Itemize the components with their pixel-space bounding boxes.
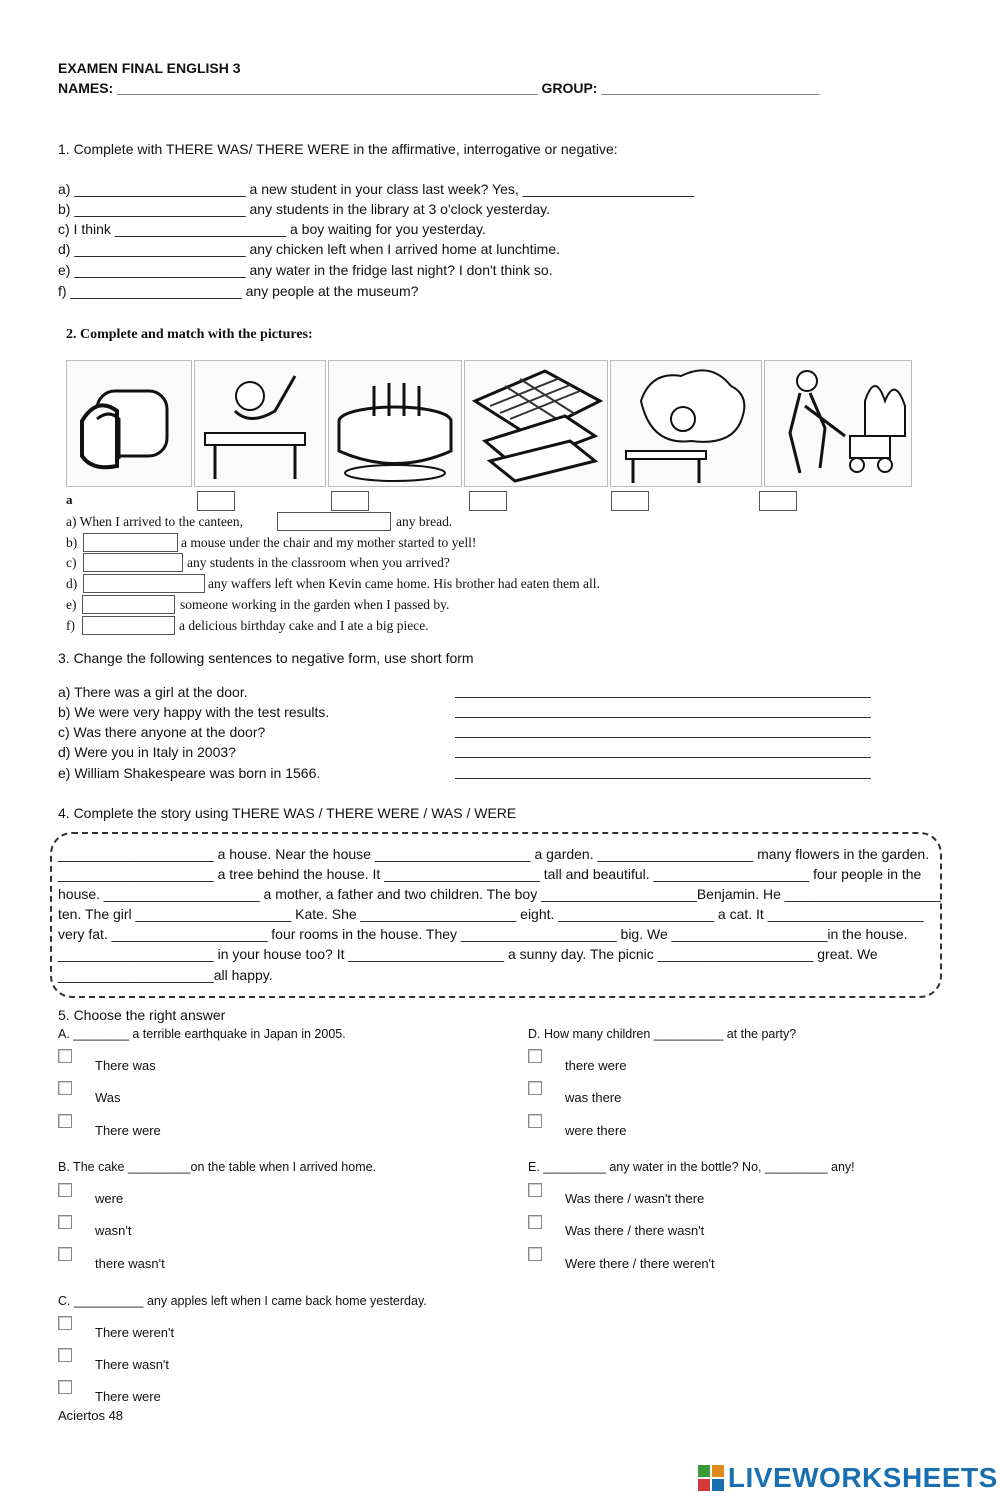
ex2-instruction: 2. Complete and match with the pictures: (66, 327, 313, 342)
story-line-6: ____________________ in your house too? It ____________________ a sunny day. The picnic ____________________ great. We (58, 946, 878, 962)
names-group-line: NAMES: ______________________________________________________ GROUP: ____________________________ (58, 80, 820, 96)
option-c-1: There weren't (95, 1325, 175, 1340)
ex2-input-e[interactable] (82, 595, 175, 614)
ex1-item-b: b) ______________________ any students in the library at 3 o'clock yesterday. (58, 201, 550, 217)
story-line-3: house. ____________________ a mother, a father and two children. The boy ____________________Benjamin. He ____________________ (58, 886, 941, 902)
ex1-instruction: 1. Complete with THERE WAS/ THERE WERE in the affirmative, interrogative or negative: (58, 141, 618, 157)
ex4-instruction: 4. Complete the story using THERE WAS / THERE WERE / WAS / WERE (58, 805, 517, 821)
ex1-item-a: a) ______________________ a new student in your class last week? Yes, ______________________ (58, 181, 694, 197)
picture-student (194, 360, 326, 487)
ex3-answer-line-a[interactable] (455, 697, 871, 698)
option-c-3: There were (95, 1389, 161, 1404)
ex2-item-d-post: any waffers left when Kevin came home. His brother had eaten them all. (208, 576, 600, 591)
ex3-answer-line-e[interactable] (455, 778, 871, 779)
picture-mouse-chair (610, 360, 762, 487)
ex1-item-c: c) I think ______________________ a boy waiting for you yesterday. (58, 221, 486, 237)
picture-answer-box-4[interactable] (469, 491, 507, 511)
option-e-1: Was there / wasn't there (565, 1191, 705, 1206)
picture-label-a: a (66, 492, 73, 507)
ex3-answer-line-b[interactable] (455, 717, 871, 718)
checkbox-e-1[interactable] (528, 1183, 542, 1197)
story-line-4: ten. The girl ____________________ Kate. She ____________________ eight. ____________________ a cat. It ____________________ (58, 906, 924, 922)
ex2-input-f[interactable] (82, 616, 175, 635)
checkbox-c-3[interactable] (58, 1380, 72, 1394)
checkbox-e-3[interactable] (528, 1247, 542, 1261)
checkbox-b-1[interactable] (58, 1183, 72, 1197)
ex3-answer-line-d[interactable] (455, 757, 871, 758)
bread-icon (67, 361, 191, 486)
ex1-item-d: d) ______________________ any chicken left when I arrived home at lunchtime. (58, 241, 561, 257)
ex2-item-e-post: someone working in the garden when I passed by. (180, 597, 450, 612)
option-e-2: Was there / there wasn't (565, 1223, 705, 1238)
ex3-item-d: d) Were you in Italy in 2003? (58, 744, 236, 760)
option-c-2: There wasn't (95, 1357, 170, 1372)
question-d: D. How many children __________ at the party? (528, 1027, 797, 1041)
picture-answer-box-5[interactable] (611, 491, 649, 511)
checkbox-a-2[interactable] (58, 1081, 72, 1095)
ex2-item-e-pre: e) (66, 597, 77, 612)
checkbox-c-1[interactable] (58, 1316, 72, 1330)
picture-answer-box-3[interactable] (331, 491, 369, 511)
ex2-item-a-pre: a) When I arrived to the canteen, (66, 514, 244, 529)
ex2-item-f-pre: f) (66, 618, 75, 633)
story-line-7: ____________________all happy. (58, 967, 273, 983)
mouse-chair-icon (611, 361, 761, 486)
question-e: E. _________ any water in the bottle? No, _________ any! (528, 1160, 855, 1174)
waffles-icon (465, 361, 607, 486)
ex3-item-a: a) There was a girl at the door. (58, 684, 248, 700)
ex3-instruction: 3. Change the following sentences to negative form, use short form (58, 650, 474, 666)
ex2-item-c-post: any students in the classroom when you arrived? (187, 555, 450, 570)
story-line-1: ____________________ a house. Near the house ____________________ a garden. ____________________ many flowers in the garden. (58, 846, 930, 862)
option-b-2: wasn't (95, 1223, 132, 1238)
option-b-3: there wasn't (95, 1256, 165, 1271)
option-d-3: were there (565, 1123, 627, 1138)
picture-gardener (764, 360, 912, 487)
liveworksheets-icon (698, 1465, 724, 1491)
option-a-1: There was (95, 1058, 156, 1073)
cake-icon (329, 361, 461, 486)
checkbox-a-1[interactable] (58, 1049, 72, 1063)
question-a: A. ________ a terrible earthquake in Japan in 2005. (58, 1027, 346, 1041)
checkbox-b-2[interactable] (58, 1215, 72, 1229)
exam-title: EXAMEN FINAL ENGLISH 3 (58, 60, 241, 76)
checkbox-d-1[interactable] (528, 1049, 542, 1063)
option-a-3: There were (95, 1123, 161, 1138)
ex1-item-e: e) ______________________ any water in the fridge last night? I don't think so. (58, 262, 553, 278)
checkbox-e-2[interactable] (528, 1215, 542, 1229)
option-a-2: Was (95, 1090, 121, 1105)
ex2-item-b-post: a mouse under the chair and my mother started to yell! (181, 535, 477, 550)
liveworksheets-text: LIVEWORKSHEETS (727, 1462, 998, 1493)
student-icon (195, 361, 325, 486)
picture-waffles (464, 360, 608, 487)
ex2-input-b[interactable] (83, 533, 178, 552)
ex5-instruction: 5. Choose the right answer (58, 1007, 226, 1023)
ex3-answer-line-c[interactable] (455, 737, 871, 738)
option-d-1: there were (565, 1058, 627, 1073)
question-b: B. The cake _________on the table when I arrived home. (58, 1160, 377, 1174)
ex3-item-c: c) Was there anyone at the door? (58, 724, 266, 740)
picture-answer-box-6[interactable] (759, 491, 797, 511)
score-text: Aciertos 48 (58, 1408, 124, 1423)
liveworksheets-logo[interactable] (698, 1462, 998, 1494)
picture-cake (328, 360, 462, 487)
ex1-item-f: f) ______________________ any people at the museum? (58, 283, 419, 299)
ex3-item-e: e) William Shakespeare was born in 1566. (58, 765, 321, 781)
ex2-input-d[interactable] (83, 574, 205, 593)
story-line-5: very fat. ____________________ four rooms in the house. They ____________________ big. We ____________________in the house. (58, 926, 908, 942)
checkbox-b-3[interactable] (58, 1247, 72, 1261)
ex2-item-f-post: a delicious birthday cake and I ate a big piece. (179, 618, 429, 633)
ex2-item-a-post: any bread. (396, 514, 453, 529)
question-c: C. __________ any apples left when I came back home yesterday. (58, 1294, 427, 1308)
checkbox-a-3[interactable] (58, 1114, 72, 1128)
ex2-item-d-pre: d) (66, 576, 78, 591)
ex2-input-c[interactable] (83, 553, 183, 572)
checkbox-c-2[interactable] (58, 1348, 72, 1362)
checkbox-d-3[interactable] (528, 1114, 542, 1128)
option-d-2: was there (565, 1090, 622, 1105)
ex2-item-c-pre: c) (66, 555, 77, 570)
ex2-item-b-pre: b) (66, 535, 78, 550)
option-e-3: Were there / there weren't (565, 1256, 715, 1271)
picture-answer-box-2[interactable] (197, 491, 235, 511)
story-line-2: ____________________ a tree behind the house. It ____________________ tall and beautiful. ____________________ four people in the (58, 866, 922, 882)
gardener-icon (765, 361, 911, 486)
checkbox-d-2[interactable] (528, 1081, 542, 1095)
picture-bread (66, 360, 192, 487)
option-b-1: were (95, 1191, 124, 1206)
ex2-input-a[interactable] (277, 512, 391, 531)
ex3-item-b: b) We were very happy with the test results. (58, 704, 330, 720)
